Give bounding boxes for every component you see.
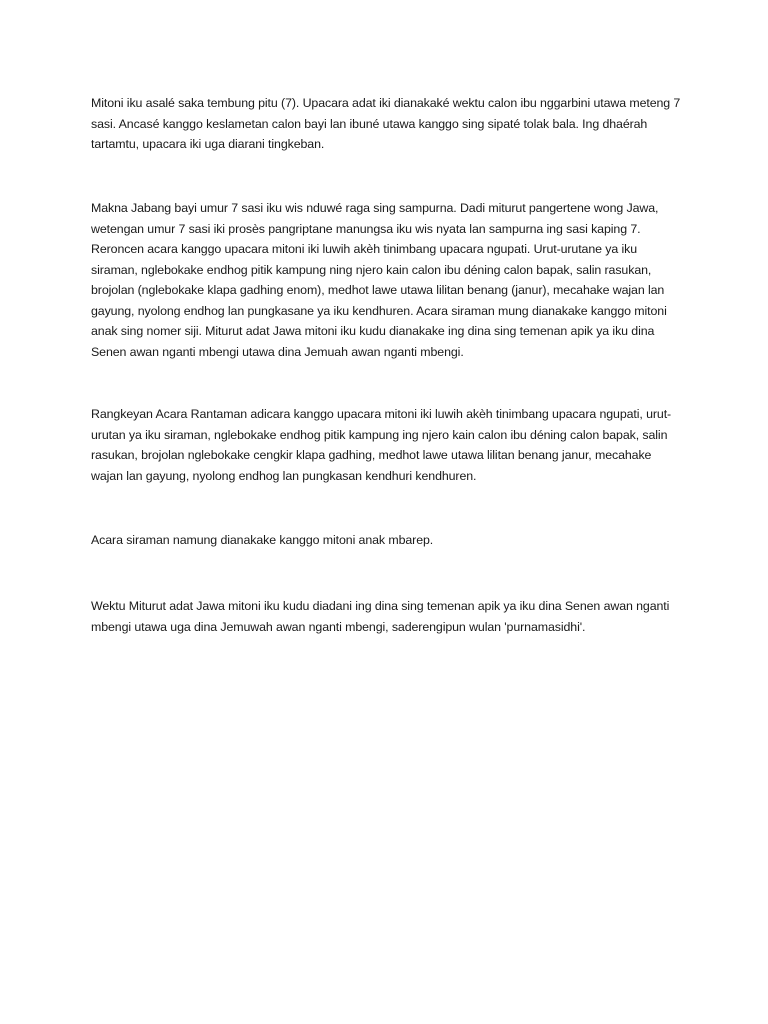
paragraph-makna: Makna Jabang bayi umur 7 sasi iku wis nduwé raga sing sampurna. Dadi miturut pangertene wong Jawa, wetengan umur 7 sasi iki prosès pangriptane manungsa iku wis nyata lan sampurna ing sasi kaping 7. Reroncen acara kanggo upacara mitoni iki luwih akèh tinimbang upacara ngupati. Urut-urutane ya iku siraman, nglebokake endhog pitik kampung ning njero kain calon ibu déning calon bapak, salin rasukan, brojolan (nglebokake klapa gadhing enom), medhot lawe utawa lilitan benang (janur), mecahake wajan lan gayung, nyolong endhog lan pungkasane ya iku kendhuren. Acara siraman mung dianakake kanggo mitoni anak sing nomer siji. Miturut adat Jawa mitoni iku kudu dianakake ing dina sing temenan apik ya iku dina Senen awan nganti mbengi utawa dina Jemuah awan nganti mbengi. — [91, 201, 667, 359]
paragraph-acara-siraman: Acara siraman namung dianakake kanggo mitoni anak mbarep. — [91, 533, 434, 547]
paragraph-wektu: Wektu Miturut adat Jawa mitoni iku kudu diadani ing dina sing temenan apik ya iku dina Senen awan nganti mbengi utawa uga dina Jemuwah awan nganti mbengi, saderengipun wulan 'purnamasidhi'. — [91, 599, 670, 634]
paragraph-rangkeyan-acara: Rangkeyan Acara Rantaman adicara kanggo upacara mitoni iki luwih akèh tinimbang upacara ngupati, urut-urutan ya iku siraman, nglebokake endhog pitik kampung ing njero kain calon ibu déning calon bapak, salin rasukan, brojolan nglebokake cengkir klapa gadhing, medhot lawe utawa lilitan benang janur, mecahake wajan lan gayung, nyolong endhog lan pungkasan kendhuri kendhuren. — [91, 407, 672, 483]
paragraph-mitoni-definition: Mitoni iku asalé saka tembung pitu (7). Upacara adat iki dianakaké wektu calon ibu nggarbini utawa meteng 7 sasi. Ancasé kanggo keslametan calon bayi lan ibuné utawa kanggo sing sipaté tolak bala. Ing dhaérah tartamtu, upacara iki uga diarani tingkeban. — [91, 96, 681, 151]
